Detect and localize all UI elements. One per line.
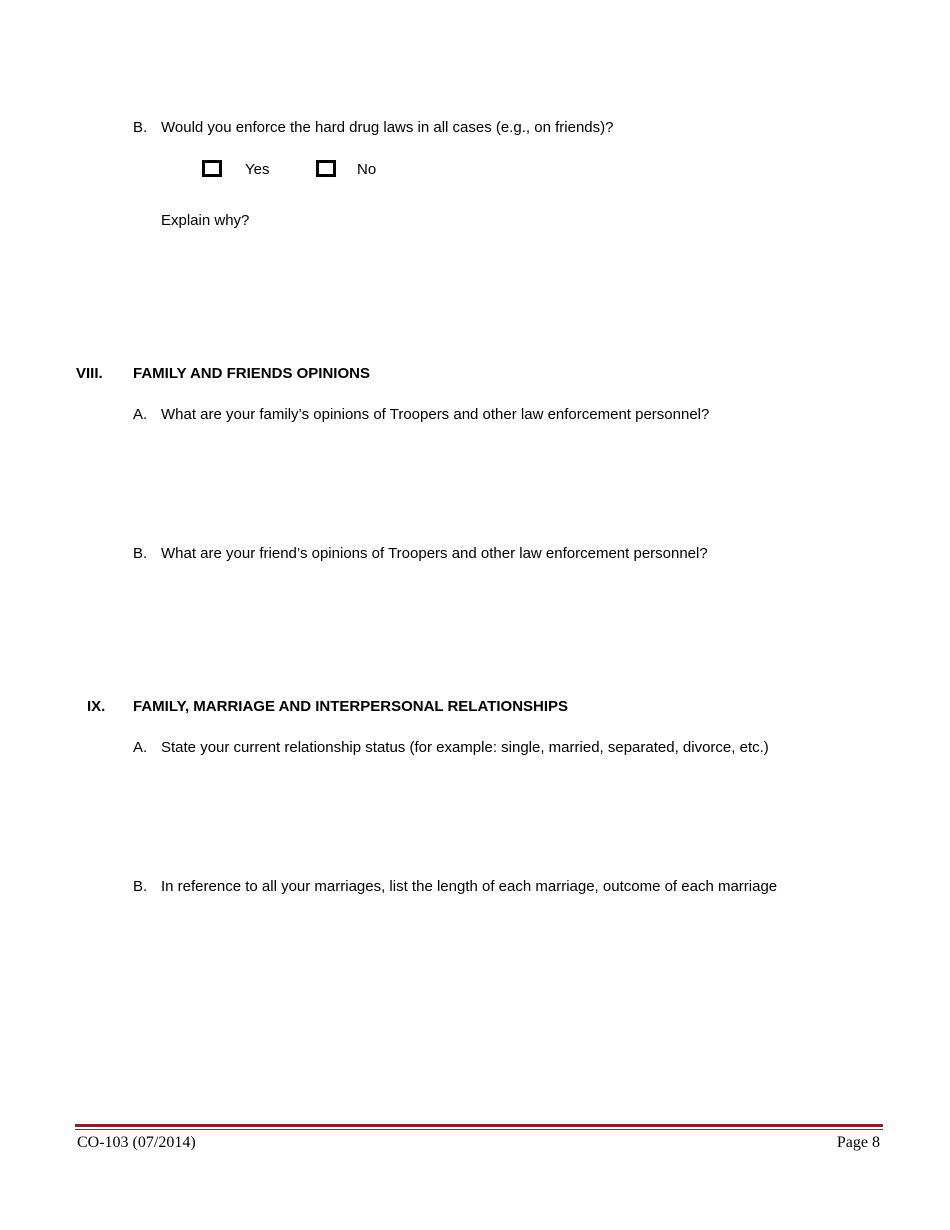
footer-divider <box>75 1124 883 1127</box>
section-title: FAMILY, MARRIAGE AND INTERPERSONAL RELATIONSHIPS <box>133 698 569 715</box>
question-letter: A. <box>133 406 148 423</box>
form-id: CO-103 (07/2014) <box>77 1134 196 1151</box>
question-text: State your current relationship status (for example: single, married, separated, divorce, etc.) <box>161 739 769 756</box>
footer-divider-thin <box>75 1129 883 1130</box>
page-number: Page 8 <box>836 1134 880 1151</box>
section-title: FAMILY AND FRIENDS OPINIONS <box>133 365 370 382</box>
question-text: Would you enforce the hard drug laws in all cases (e.g., on friends)? <box>161 119 614 136</box>
question-text: In reference to all your marriages, list the length of each marriage, outcome of each marriage <box>161 878 778 895</box>
section-number: VIII. <box>76 365 103 382</box>
question-text: What are your friend’s opinions of Troopers and other law enforcement personnel? <box>161 545 708 562</box>
question-letter: B. <box>133 878 148 895</box>
no-label: No <box>357 161 377 178</box>
question-letter: A. <box>133 739 148 756</box>
section-number: IX. <box>87 698 106 715</box>
question-text: What are your family’s opinions of Troopers and other law enforcement personnel? <box>161 406 710 423</box>
no-checkbox[interactable] <box>316 160 336 177</box>
question-letter: B. <box>133 119 148 136</box>
yes-label: Yes <box>245 161 270 178</box>
question-letter: B. <box>133 545 148 562</box>
explain-prompt: Explain why? <box>161 212 250 229</box>
yes-checkbox[interactable] <box>202 160 222 177</box>
